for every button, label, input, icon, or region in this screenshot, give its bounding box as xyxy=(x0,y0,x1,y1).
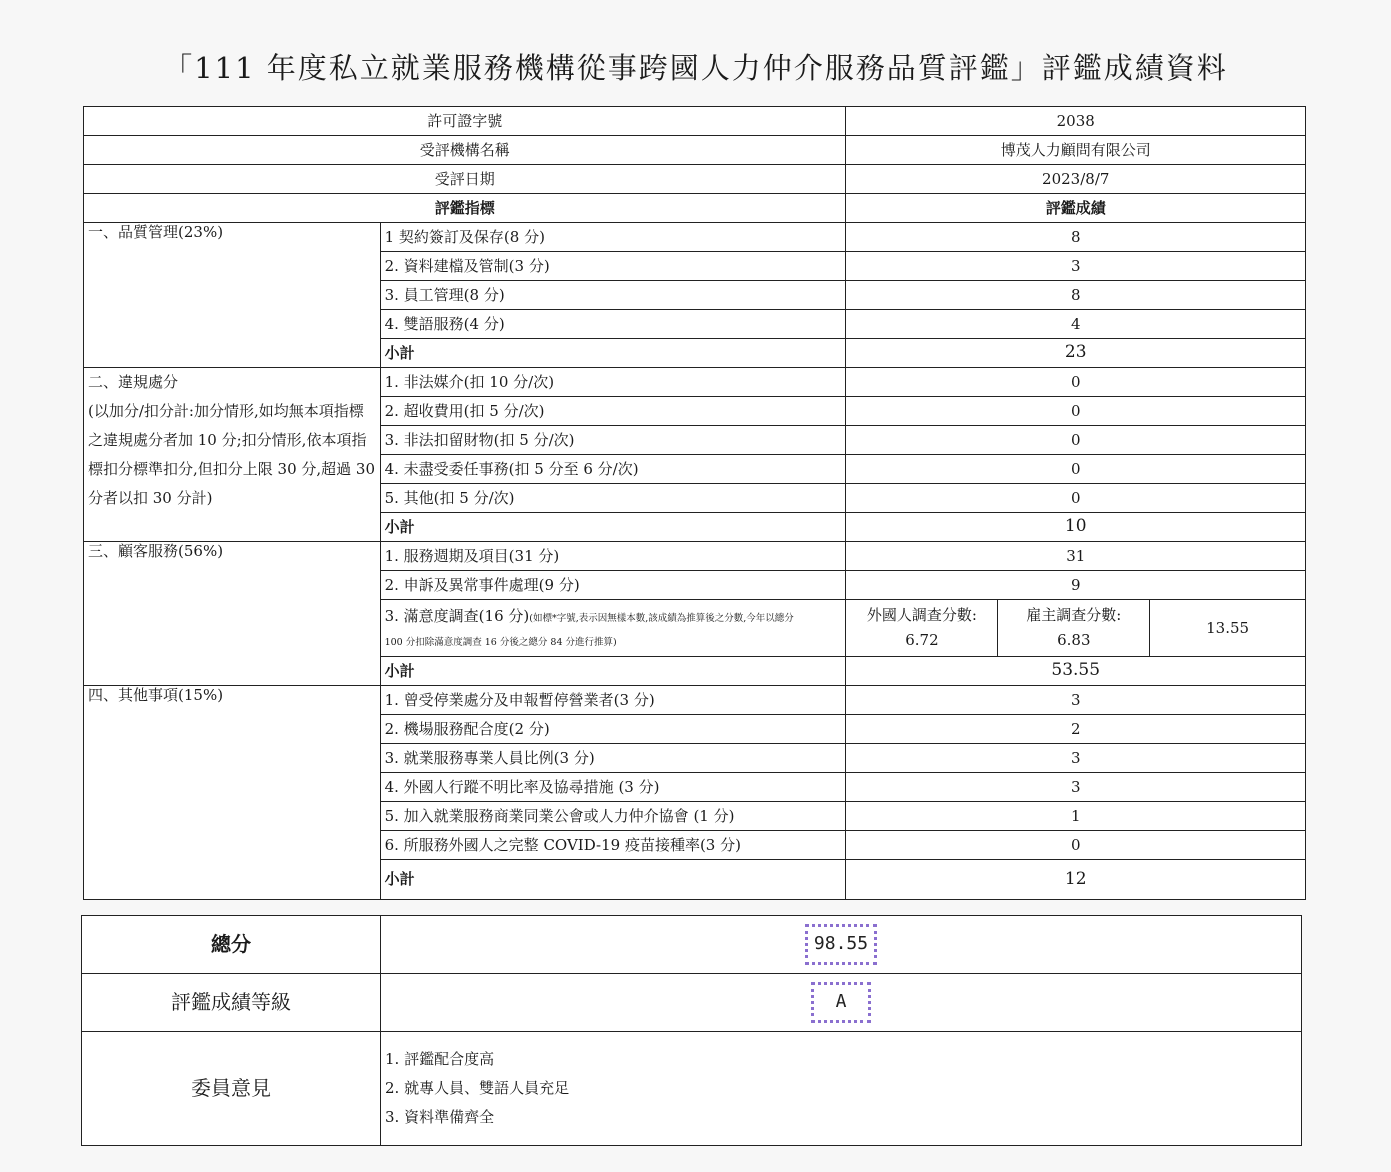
item-score: 8 xyxy=(846,223,1306,252)
foreign-survey-cell xyxy=(846,600,998,657)
item-label: 4. 外國人行蹤不明比率及協尋措施 (3 分) xyxy=(380,773,846,802)
item-label: 5. 加入就業服務商業同業公會或人力仲介協會 (1 分) xyxy=(380,802,846,831)
license-value: 2038 xyxy=(846,107,1306,136)
item-label: 3. 員工管理(8 分) xyxy=(380,281,846,310)
section-name: 四、其他事項(15%) xyxy=(84,686,381,900)
subtotal-value: 12 xyxy=(846,860,1306,900)
summary-table xyxy=(81,915,1302,1146)
item-label: 4. 未盡受委任事務(扣 5 分至 6 分/次) xyxy=(380,455,846,484)
item-label: 6. 所服務外國人之完整 COVID-19 疫苗接種率(3 分) xyxy=(380,831,846,860)
survey-cell xyxy=(380,600,846,657)
score-header: 評鑑成績 xyxy=(846,194,1306,223)
table-row xyxy=(84,368,1306,397)
total-row xyxy=(82,916,1302,974)
item-label: 2. 超收費用(扣 5 分/次) xyxy=(380,397,846,426)
item-score: 0 xyxy=(846,397,1306,426)
grade-row xyxy=(82,974,1302,1032)
item-score: 9 xyxy=(846,571,1306,600)
date-value: 2023/8/7 xyxy=(846,165,1306,194)
item-label: 1. 曾受停業處分及申報暫停營業者(3 分) xyxy=(380,686,846,715)
comment-item: 1. 評鑑配合度高 xyxy=(385,1050,495,1068)
item-label: 1. 服務週期及項目(31 分) xyxy=(380,542,846,571)
item-score: 1 xyxy=(846,802,1306,831)
org-label: 受評機構名稱 xyxy=(84,136,846,165)
comments-row xyxy=(82,1032,1302,1146)
item-score: 2 xyxy=(846,715,1306,744)
subtotal-label: 小計 xyxy=(380,339,846,368)
item-label: 3. 就業服務專業人員比例(3 分) xyxy=(380,744,846,773)
comment-item: 3. 資料準備齊全 xyxy=(385,1108,495,1126)
item-label: 2. 機場服務配合度(2 分) xyxy=(380,715,846,744)
date-label: 受評日期 xyxy=(84,165,846,194)
grade-label: 評鑑成績等級 xyxy=(82,974,381,1032)
score-table xyxy=(83,106,1306,900)
item-score: 3 xyxy=(846,744,1306,773)
comments-cell xyxy=(381,1032,1302,1146)
foreign-survey-label: 外國人調查分數: xyxy=(866,605,977,624)
employer-survey-label: 雇主調查分數: xyxy=(1026,605,1122,624)
org-row xyxy=(84,136,1306,165)
org-value: 博茂人力顧問有限公司 xyxy=(846,136,1306,165)
date-row xyxy=(84,165,1306,194)
table-row xyxy=(84,686,1306,715)
item-score: 0 xyxy=(846,831,1306,860)
item-label: 1 契約簽訂及保存(8 分) xyxy=(380,223,846,252)
grade-value: A xyxy=(811,982,872,1023)
employer-survey-value: 6.83 xyxy=(1057,631,1091,649)
item-score: 0 xyxy=(846,368,1306,397)
item-score: 0 xyxy=(846,455,1306,484)
foreign-survey-value: 6.72 xyxy=(905,631,939,649)
total-label: 總分 xyxy=(82,916,381,974)
violation-section xyxy=(84,368,381,542)
subtotal-value: 10 xyxy=(846,513,1306,542)
item-score: 3 xyxy=(846,773,1306,802)
column-header-row xyxy=(84,194,1306,223)
subtotal-label: 小計 xyxy=(380,860,846,900)
employer-survey-cell xyxy=(998,600,1150,657)
page-title: 「111 年度私立就業服務機構從事跨國人力仲介服務品質評鑑」評鑑成績資料 xyxy=(163,51,1228,85)
item-score: 0 xyxy=(846,426,1306,455)
section-name: 三、顧客服務(56%) xyxy=(84,542,381,686)
subtotal-label: 小計 xyxy=(380,657,846,686)
subtotal-value: 53.55 xyxy=(846,657,1306,686)
survey-total: 13.55 xyxy=(1150,600,1306,657)
comment-item: 2. 就專人員、雙語人員充足 xyxy=(385,1079,570,1097)
section-name: 二、違規處分 xyxy=(88,373,179,391)
item-label: 3. 非法扣留財物(扣 5 分/次) xyxy=(380,426,846,455)
total-value: 98.55 xyxy=(805,924,877,965)
item-label: 2. 申訴及異常事件處理(9 分) xyxy=(380,571,846,600)
license-label: 許可證字號 xyxy=(84,107,846,136)
survey-note-2: 100 分扣除滿意度調查 16 分後之總分 84 分進行推算) xyxy=(384,637,617,648)
section-note: (以加分/扣分計:加分情形,如均無本項指標之違規處分者加 10 分;扣分情形,依本項指標扣分標準扣分,但扣分上限 30 分,超過 30 分者以扣 30 分計) xyxy=(88,402,376,507)
item-score: 8 xyxy=(846,281,1306,310)
item-score: 31 xyxy=(846,542,1306,571)
item-label: 1. 非法媒介(扣 10 分/次) xyxy=(380,368,846,397)
item-score: 3 xyxy=(846,686,1306,715)
license-row xyxy=(84,107,1306,136)
section-name: 一、品質管理(23%) xyxy=(84,223,381,368)
item-score: 3 xyxy=(846,252,1306,281)
survey-label: 3. 滿意度調查(16 分) xyxy=(384,607,530,625)
subtotal-label: 小計 xyxy=(380,513,846,542)
survey-note: (如標*字號,表示因無樣本數,該成績為推算後之分數,今年以總分 xyxy=(529,613,794,624)
item-label: 5. 其他(扣 5 分/次) xyxy=(380,484,846,513)
comments-label: 委員意見 xyxy=(82,1032,381,1146)
item-label: 2. 資料建檔及管制(3 分) xyxy=(380,252,846,281)
item-score: 0 xyxy=(846,484,1306,513)
item-label: 4. 雙語服務(4 分) xyxy=(380,310,846,339)
item-score: 4 xyxy=(846,310,1306,339)
grade-value-cell xyxy=(381,974,1302,1032)
subtotal-value: 23 xyxy=(846,339,1306,368)
indicator-header: 評鑑指標 xyxy=(84,194,846,223)
table-row xyxy=(84,542,1306,571)
total-value-cell xyxy=(381,916,1302,974)
table-row xyxy=(84,223,1306,252)
